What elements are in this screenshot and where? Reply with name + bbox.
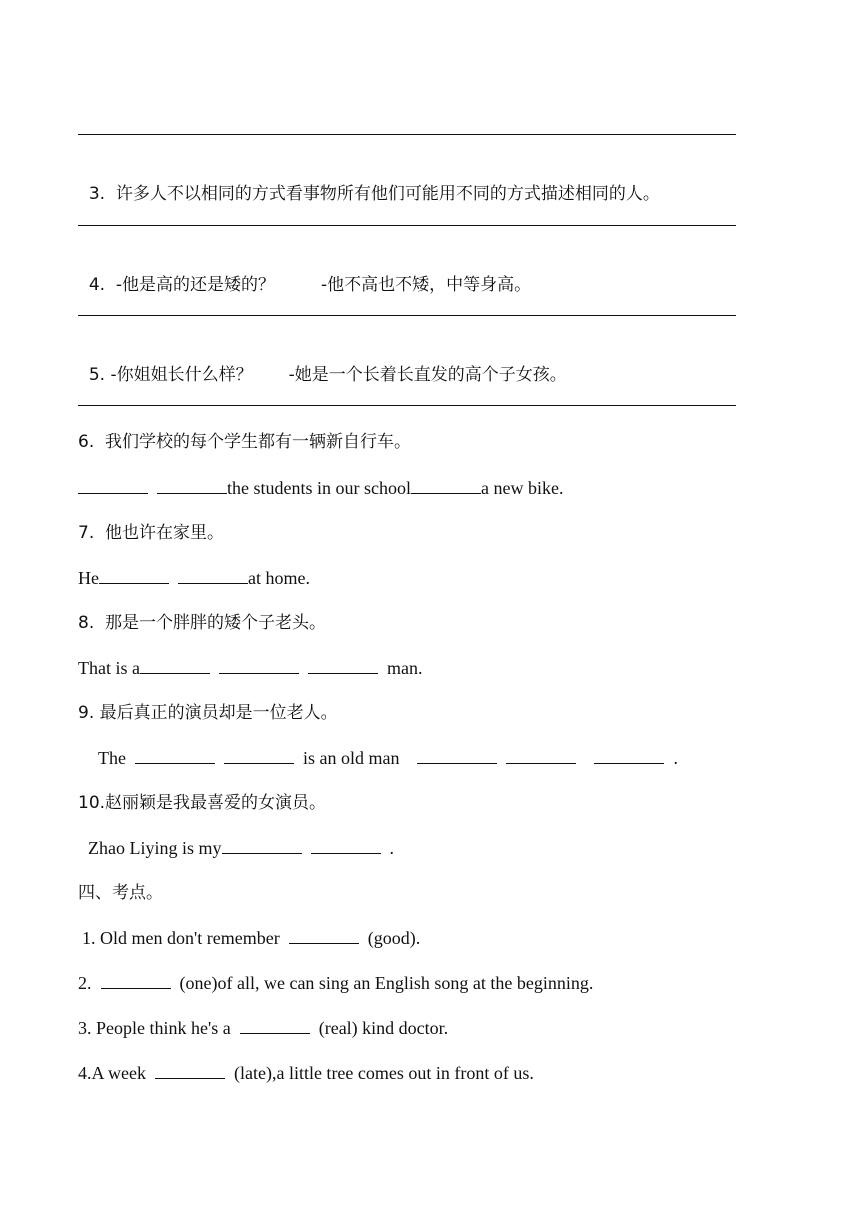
blank[interactable]: [289, 929, 359, 944]
blank[interactable]: [417, 749, 497, 764]
question-7-sentence: He at home.: [78, 568, 310, 588]
blank[interactable]: [178, 569, 248, 584]
blank[interactable]: [222, 839, 302, 854]
blank[interactable]: [411, 479, 481, 494]
blank[interactable]: [155, 1064, 225, 1079]
question-4: 4. -他是高的还是矮的？ -他不高也不矮，中等身高。: [88, 275, 532, 295]
question-5: 5. -你姐姐长什么样？ -她是一个长着长直发的高个子女孩。: [88, 365, 567, 385]
blank[interactable]: [308, 659, 378, 674]
blank[interactable]: [594, 749, 664, 764]
question-7-prompt: 7. 他也许在家里。: [78, 523, 225, 543]
question-3: 3. 许多人不以相同的方式看事物所有他们可能用不同的方式描述相同的人。: [88, 184, 660, 204]
answer-line[interactable]: [78, 134, 736, 135]
exercise-item-1: 1. Old men don't remember (good).: [82, 928, 421, 948]
section-heading: 四、考点。: [78, 883, 163, 903]
blank[interactable]: [99, 569, 169, 584]
answer-line[interactable]: [78, 405, 736, 406]
blank[interactable]: [240, 1019, 310, 1034]
blank[interactable]: [78, 479, 148, 494]
question-8-prompt: 8. 那是一个胖胖的矮个子老头。: [78, 613, 327, 633]
question-9-prompt: 9. 最后真正的演员却是一位老人。: [78, 703, 338, 723]
blank[interactable]: [506, 749, 576, 764]
question-9-sentence: The is an old man .: [98, 748, 678, 768]
answer-line[interactable]: [78, 315, 736, 316]
blank[interactable]: [135, 749, 215, 764]
blank[interactable]: [140, 659, 210, 674]
answer-line[interactable]: [78, 225, 736, 226]
exercise-item-2: 2. (one)of all, we can sing an English song at the beginning.: [78, 973, 594, 993]
blank[interactable]: [157, 479, 227, 494]
blank[interactable]: [101, 974, 171, 989]
exercise-item-3: 3. People think he's a (real) kind doctor.: [78, 1018, 449, 1038]
question-8-sentence: That is a man.: [78, 658, 423, 678]
blank[interactable]: [311, 839, 381, 854]
blank[interactable]: [219, 659, 299, 674]
blank[interactable]: [224, 749, 294, 764]
question-6-sentence: the students in our school a new bike.: [78, 477, 563, 499]
exercise-item-4: 4.A week (late),a little tree comes out in front of us.: [78, 1063, 534, 1083]
question-10-sentence: Zhao Liying is my .: [88, 838, 394, 858]
question-6-prompt: 6. 我们学校的每个学生都有一辆新自行车。: [78, 432, 412, 452]
question-10-prompt: 10.赵丽颖是我最喜爱的女演员。: [78, 793, 327, 813]
